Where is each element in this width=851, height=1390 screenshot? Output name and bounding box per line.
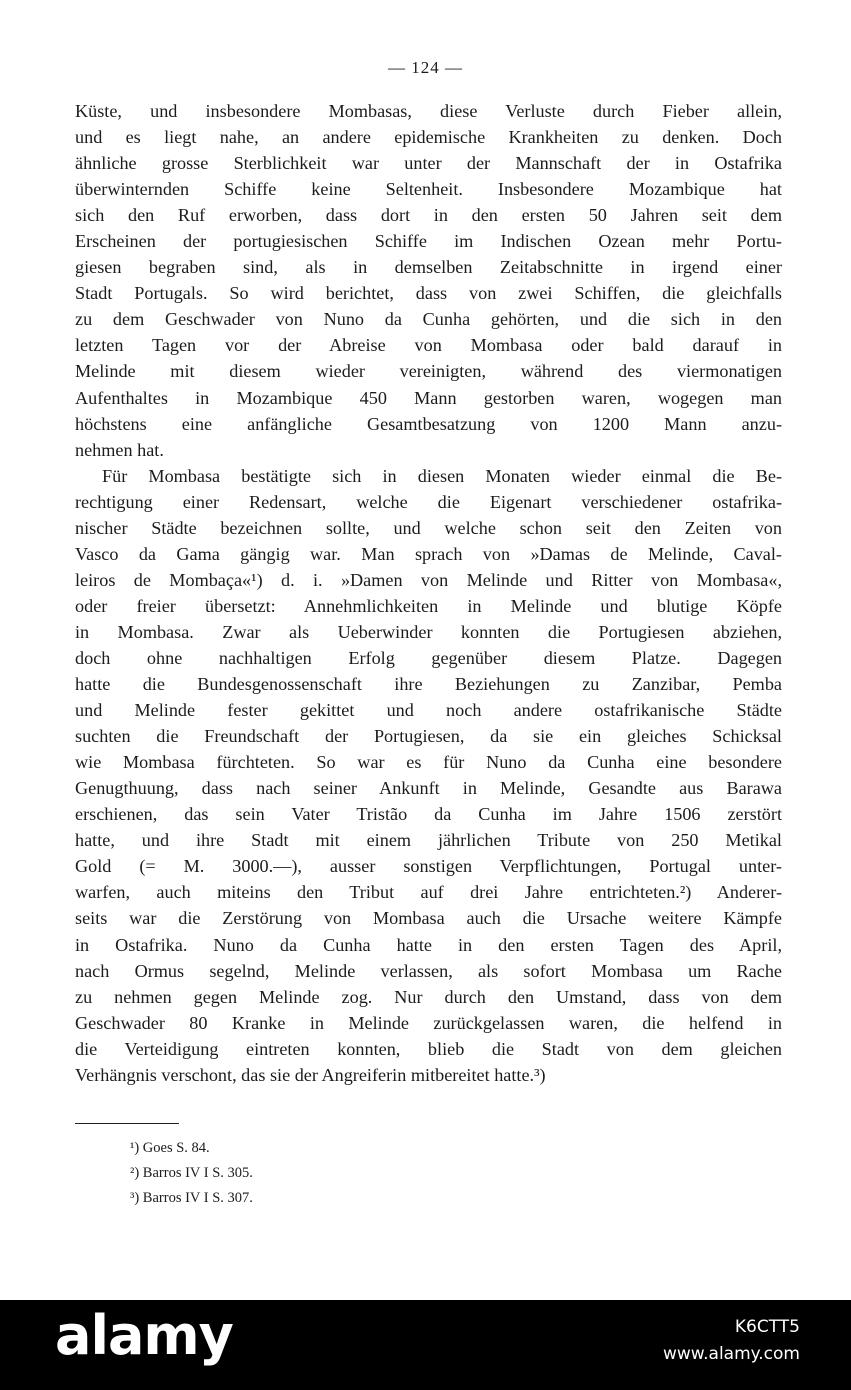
text-line: zu nehmen gegen Melinde zog. Nur durch den Umstand, dass von dem [75, 986, 782, 1007]
footnotes [130, 1136, 253, 1211]
footnote-1: ¹) Goes S. 84. [130, 1140, 210, 1156]
text-line: giesen begraben sind, als in demselben Zeitabschnitte in irgend einer [75, 257, 782, 278]
text-line: suchten die Freundschaft der Portugiesen, da sie ein gleiches Schicksal [75, 726, 782, 747]
text-line: und Melinde fester gekittet und noch andere ostafrikanische Städte [75, 700, 782, 721]
text-line: Verhängnis verschont, das sie der Angreiferin mitbereitet hatte.³) [75, 1064, 546, 1085]
text-line: Gold (= M. 3000.—), ausser sonstigen Verpflichtungen, Portugal unter- [75, 856, 782, 877]
alamy-logo: alamy [55, 1304, 233, 1367]
text-line: in Ostafrika. Nuno da Cunha hatte in den ersten Tagen des April, [75, 934, 782, 955]
text-line: oder freier übersetzt: Annehmlichkeiten in Melinde und blutige Köpfe [75, 595, 782, 616]
text-line: Stadt Portugals. So wird berichtet, dass von zwei Schiffen, die gleichfalls [75, 283, 782, 304]
text-line: Vasco da Gama gängig war. Man sprach von »Damas de Melinde, Caval- [75, 543, 782, 564]
text-line: Aufenthaltes in Mozambique 450 Mann gestorben waren, wogegen man [75, 387, 782, 408]
text-line: höchstens eine anfängliche Gesamtbesatzung von 1200 Mann anzu- [75, 413, 782, 434]
text-line: nehmen hat. [75, 439, 164, 460]
text-line: überwinternden Schiffe keine Seltenheit. Insbesondere Mozambique hat [75, 179, 782, 200]
text-line: Melinde mit diesem wieder vereinigten, während des viermonatigen [75, 361, 782, 382]
text-line: warfen, auch miteins den Tribut auf drei Jahre entrichteten.²) Anderer- [75, 882, 782, 903]
text-line: Erscheinen der portugiesischen Schiffe im Indischen Ozean mehr Portu- [75, 231, 782, 252]
footnote-3: ³) Barros IV I S. 307. [130, 1190, 253, 1206]
text-line: und es liegt nahe, an andere epidemische Krankheiten zu denken. Doch [75, 127, 782, 148]
text-line: in Mombasa. Zwar als Ueberwinder konnten die Portugiesen abziehen, [75, 621, 782, 642]
footnote-divider [75, 1123, 179, 1124]
text-line: wie Mombasa fürchteten. So war es für Nuno da Cunha eine besondere [75, 752, 782, 773]
text-line: hatte die Bundesgenossenschaft ihre Beziehungen zu Zanzibar, Pemba [75, 674, 782, 695]
page-number: — 124 — [388, 58, 463, 77]
text-line: rechtigung einer Redensart, welche die Eigenart verschiedener ostafrika- [75, 491, 782, 512]
text-line: hatte, und ihre Stadt mit einem jährlichen Tribute von 250 Metikal [75, 830, 782, 851]
text-line: Küste, und insbesondere Mombasas, diese Verluste durch Fieber allein, [75, 101, 782, 121]
text-line: letzten Tagen vor der Abreise von Mombasa oder bald darauf in [75, 335, 782, 356]
text-line: ähnliche grosse Sterblichkeit war unter der Mannschaft der in Ostafrika [75, 153, 782, 174]
text-line: nischer Städte bezeichnen sollte, und welche schon seit den Zeiten von [75, 517, 782, 538]
watermark-url: www.alamy.com [662, 1344, 800, 1364]
text-line: seits war die Zerstörung von Mombasa auch die Ursache weitere Kämpfe [75, 908, 782, 929]
text-line: die Verteidigung eintreten konnten, blieb die Stadt von dem gleichen [75, 1038, 782, 1059]
body-text [75, 98, 782, 1088]
text-line: nach Ormus segelnd, Melinde verlassen, als sofort Mombasa um Rache [75, 960, 782, 981]
text-line: Genugthuung, dass nach seiner Ankunft in Melinde, Gesandte aus Barawa [75, 778, 782, 799]
text-line: leiros de Mombaça«¹) d. i. »Damen von Melinde und Ritter von Mombasa«, [75, 569, 782, 590]
text-line: Für Mombasa bestätigte sich in diesen Monaten wieder einmal die Be- [102, 465, 782, 486]
text-line: sich den Ruf erworben, dass dort in den ersten 50 Jahren seit dem [75, 205, 782, 226]
text-line: doch ohne nachhaltigen Erfolg gegenüber diesem Platze. Dagegen [75, 647, 782, 668]
text-line: erschienen, das sein Vater Tristão da Cunha im Jahre 1506 zerstört [75, 804, 782, 825]
text-line: zu dem Geschwader von Nuno da Cunha gehörten, und die sich in den [75, 309, 782, 330]
footnote-2: ²) Barros IV I S. 305. [130, 1165, 253, 1181]
image-id: K6CTT5 [734, 1317, 800, 1337]
text-line: Geschwader 80 Kranke in Melinde zurückgelassen waren, die helfend in [75, 1012, 782, 1033]
